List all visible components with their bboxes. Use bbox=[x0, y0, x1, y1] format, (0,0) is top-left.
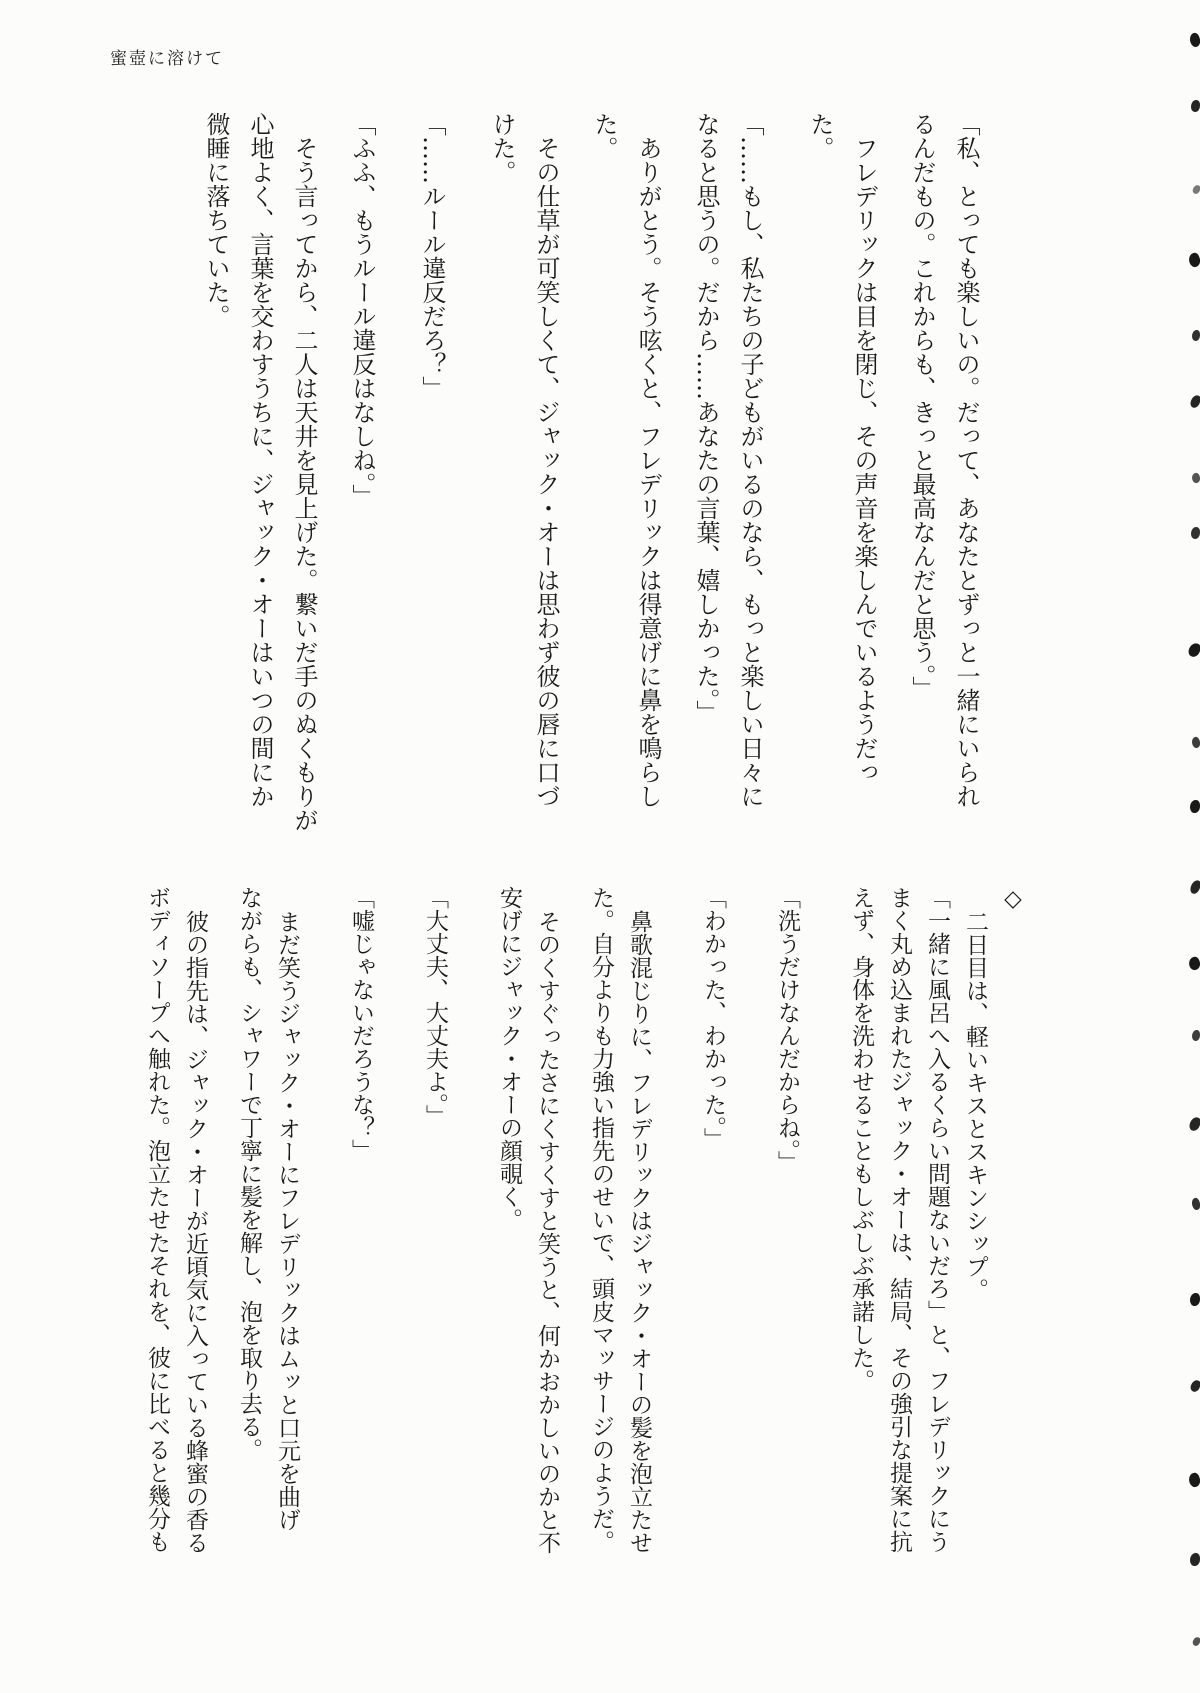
text-column: 鼻歌混じりに、フレデリックはジャック・オーの髪を泡立たせ bbox=[626, 910, 652, 1554]
section-divider-diamond-icon: ◇ bbox=[1000, 886, 1026, 912]
text-column: 安げにジャック・オーの顔覗く。 bbox=[496, 886, 522, 1231]
text-section-upper bbox=[194, 112, 988, 882]
text-column: 微睡に落ちていた。 bbox=[202, 112, 230, 328]
text-column: まく丸め込まれたジャック・オーは、結局、その強引な提案に抗 bbox=[886, 886, 912, 1553]
scan-mark bbox=[1190, 1553, 1200, 1566]
text-column: 「……もし、私たちの子どもがいるのなら、もっと楽しい日々に bbox=[736, 112, 764, 808]
scan-mark bbox=[1191, 100, 1200, 112]
text-column: ながらも、シャワーで丁寧に髪を解し、泡を取り去る。 bbox=[236, 886, 262, 1461]
scan-mark bbox=[1188, 32, 1200, 48]
scan-mark bbox=[1192, 184, 1200, 195]
text-column: その仕草が可笑しくて、ジャック・オーは思わず彼の唇に口づ bbox=[532, 136, 560, 808]
text-column: 二日目は、軽いキスとスキンシップ。 bbox=[962, 910, 988, 1301]
scan-mark bbox=[1187, 956, 1200, 972]
text-column: フレデリックは目を閉じ、その声音を楽しんでいるようだっ bbox=[850, 136, 878, 784]
text-column: なると思うの。だから……あなたの言葉、嬉しかった。」 bbox=[692, 112, 720, 724]
scan-mark bbox=[1190, 1197, 1200, 1211]
scan-mark bbox=[1191, 472, 1200, 484]
text-column: 「洗うだけなんだからね。」 bbox=[774, 886, 800, 1174]
text-column: 彼の指先は、ジャック・オーが近頃気に入っている蜂蜜の香る bbox=[182, 910, 208, 1554]
scan-mark bbox=[1192, 1636, 1200, 1647]
text-column: た。 bbox=[806, 112, 834, 160]
text-column: 「ふふ、もうルール違反はなしね。」 bbox=[348, 112, 376, 508]
scan-mark bbox=[1187, 252, 1200, 269]
scan-mark bbox=[1190, 800, 1200, 813]
scan-mark bbox=[1187, 642, 1200, 659]
scan-mark bbox=[1192, 1030, 1200, 1041]
text-column: まだ笑うジャック・オーにフレデリックはムッと口元を曲げ bbox=[274, 910, 300, 1531]
text-column: 「大丈夫、大丈夫よ。」 bbox=[422, 886, 448, 1128]
text-column: た。 bbox=[590, 112, 618, 160]
scan-mark bbox=[1189, 879, 1200, 895]
running-head-title: 蜜壺に溶けて bbox=[110, 49, 224, 69]
text-column: 心地よく、言葉を交わすうちに、ジャック・オーはいつの間にか bbox=[246, 112, 274, 808]
text-column: 「嘘じゃないだろうな？」 bbox=[348, 886, 374, 1162]
text-section-lower bbox=[138, 886, 1032, 1606]
scan-mark bbox=[1190, 736, 1200, 749]
text-column: けた。 bbox=[488, 112, 516, 184]
scan-mark bbox=[1192, 330, 1200, 341]
scan-mark bbox=[1187, 1472, 1200, 1489]
text-column: 「……ルール違反だろ？」 bbox=[418, 112, 446, 400]
text-column: 「一緒に風呂へ入るくらい問題ないだろ」と、フレデリックにう bbox=[924, 886, 950, 1553]
scan-mark bbox=[1190, 1293, 1200, 1306]
scan-mark bbox=[1191, 527, 1200, 539]
text-column: ありがとう。そう呟くと、フレデリックは得意げに鼻を鳴らし bbox=[634, 136, 662, 808]
text-column: ボディソープへ触れた。泡立たせたそれを、彼に比べると幾分も bbox=[144, 886, 170, 1553]
text-column: た。自分よりも力強い指先のせいで、頭皮マッサージのようだ。 bbox=[588, 886, 614, 1553]
scan-mark bbox=[1189, 1379, 1200, 1393]
text-column: 「わかった、わかった。」 bbox=[700, 886, 726, 1151]
text-column: えず、身体を洗わせることもしぶしぶ承諾した。 bbox=[848, 886, 874, 1392]
text-column: 「私、とっても楽しいの。だって、あなたとずっと一緒にいられ bbox=[952, 112, 980, 808]
scan-mark bbox=[1188, 1116, 1200, 1132]
text-column: るんだもの。これからも、きっと最高なんだと思う。」 bbox=[908, 112, 936, 700]
text-column: そのくすぐったさにくすくすと笑うと、何かおかしいのかと不 bbox=[534, 910, 560, 1554]
text-column: そう言ってから、二人は天井を見上げた。繋いだ手のぬくもりが bbox=[290, 136, 318, 832]
scan-mark bbox=[1189, 394, 1200, 409]
